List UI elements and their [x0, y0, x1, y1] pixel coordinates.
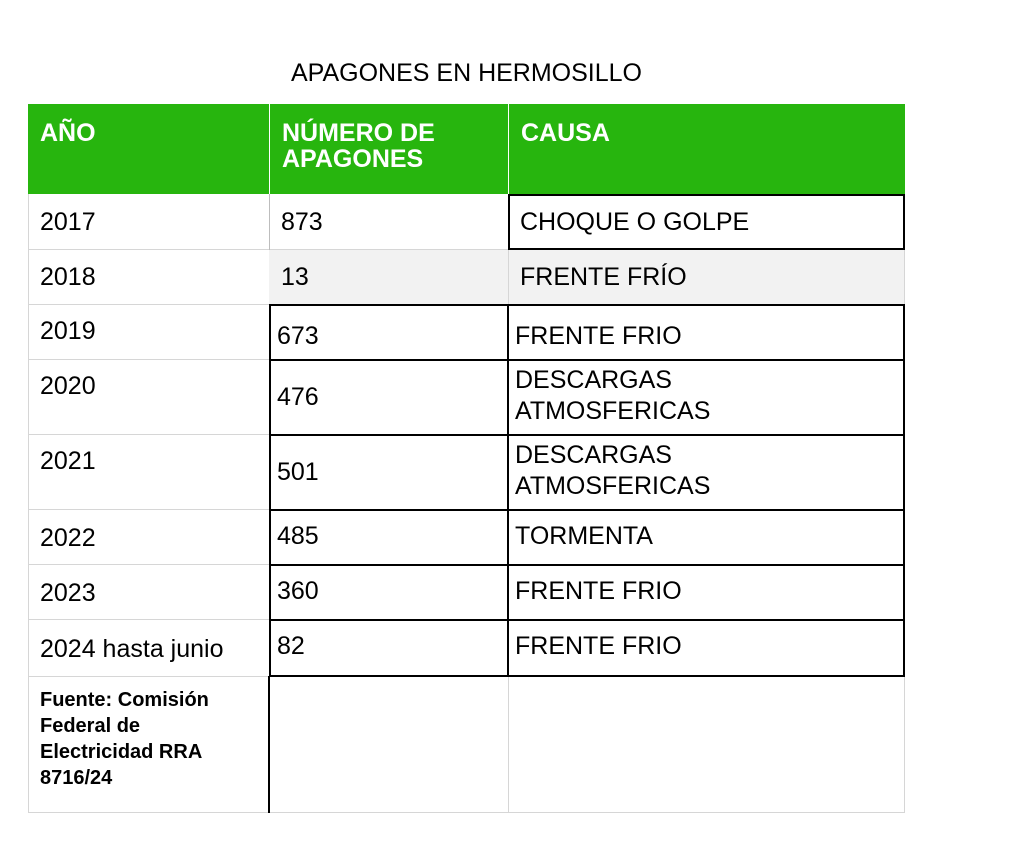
cell-cause: TORMENTA	[515, 522, 653, 550]
row-divider	[269, 509, 905, 511]
grid-line	[28, 619, 269, 620]
cell-year: 2023	[40, 579, 96, 607]
grid-line	[269, 194, 270, 250]
cell-year: 2022	[40, 524, 96, 552]
cell-count: 360	[277, 577, 319, 605]
grid-line	[28, 304, 269, 305]
grid-line	[269, 249, 508, 250]
header-year	[28, 104, 269, 194]
cell-cause-line1: DESCARGAS	[515, 441, 672, 469]
grid-line	[28, 194, 29, 813]
grid-line	[28, 509, 269, 510]
header-count-label-1: NÚMERO DE	[282, 119, 435, 147]
cell-cause-line2: ATMOSFERICAS	[515, 397, 711, 425]
cell-year: 2018	[40, 263, 96, 291]
header-count-label-2: APAGONES	[282, 145, 424, 173]
source-line: Fuente: Comisión	[40, 689, 209, 711]
cell-cause-line2: ATMOSFERICAS	[515, 472, 711, 500]
source-note	[40, 687, 265, 791]
grid-line	[904, 249, 905, 305]
cell-cause: CHOQUE O GOLPE	[520, 208, 750, 236]
cell-year: 2019	[40, 317, 96, 345]
cell-count: 485	[277, 522, 319, 550]
grid-line	[28, 249, 269, 250]
cell-count: 501	[277, 458, 319, 486]
cell-cause: FRENTE FRIO	[515, 322, 682, 350]
grid-line	[508, 676, 509, 813]
grid-line	[28, 564, 269, 565]
cell-count: 82	[277, 632, 305, 660]
grid-line	[28, 434, 269, 435]
header-count	[269, 104, 508, 194]
row-divider	[269, 434, 905, 436]
grid-line	[508, 249, 509, 305]
cell-cause: FRENTE FRIO	[515, 632, 682, 660]
source-line: Federal de	[40, 715, 141, 737]
cell-year: 2017	[40, 208, 96, 236]
cell-year: 2024 hasta junio	[40, 635, 224, 663]
header-cause	[508, 104, 905, 194]
cell-count: 13	[281, 263, 309, 291]
source-line: Electricidad RRA	[40, 741, 203, 763]
cell-cause: FRENTE FRÍO	[520, 263, 687, 291]
grid-line	[904, 676, 905, 813]
col-a-right-border	[268, 676, 270, 813]
source-line: 8716/24	[40, 767, 113, 789]
cell-year: 2020	[40, 372, 96, 400]
header-year-label: AÑO	[40, 119, 96, 147]
cell-cause-line1: DESCARGAS	[515, 366, 672, 394]
grid-line	[28, 359, 269, 360]
table-title: APAGONES EN HERMOSILLO	[290, 59, 642, 87]
cell-cause: FRENTE FRIO	[515, 577, 682, 605]
row-divider	[269, 564, 905, 566]
cell-year: 2021	[40, 447, 96, 475]
cell-count: 873	[281, 208, 323, 236]
header-cause-label: CAUSA	[521, 119, 610, 147]
row-divider	[269, 619, 905, 621]
cell-count: 673	[277, 322, 319, 350]
row-divider	[269, 359, 905, 361]
cell-count: 476	[277, 383, 319, 411]
grid-line	[28, 812, 905, 813]
